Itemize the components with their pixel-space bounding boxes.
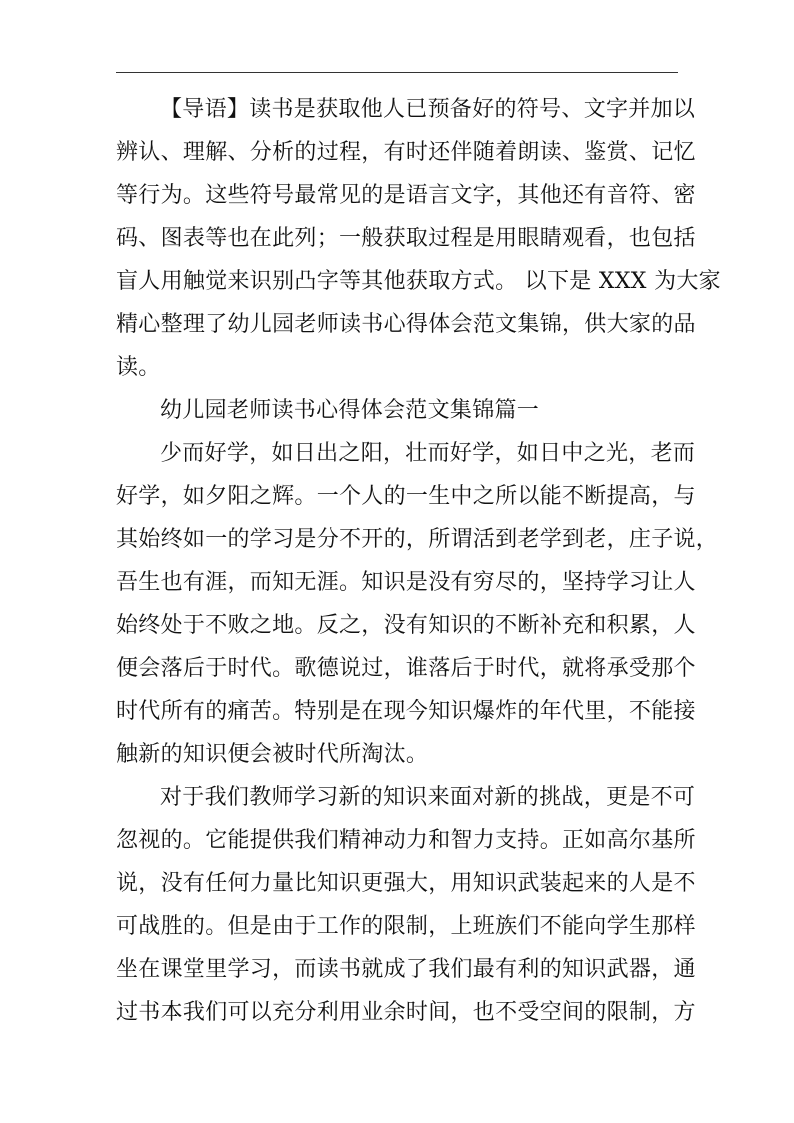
intro-line-3: 等行为。这些符号最常见的是语言文字，其他还有音符、密 — [116, 183, 696, 208]
paragraph-2-line-2: 忽视的。它能提供我们精神动力和智力支持。正如高尔基所 — [116, 828, 696, 853]
paragraph-1-line-2: 好学，如夕阳之辉。一个人的一生中之所以能不断提高，与 — [116, 484, 696, 509]
intro-line-1: 【导语】读书是获取他人已预备好的符号、文字并加以 — [160, 97, 696, 122]
header-rule — [116, 72, 678, 73]
intro-line-7: 读。 — [116, 355, 161, 380]
paragraph-2-line-3: 说，没有任何力量比知识更强大，用知识武装起来的人是不 — [116, 871, 696, 896]
section-title: 幼儿园老师读书心得体会范文集锦篇一 — [160, 398, 540, 423]
intro-line-5: 盲人用触觉来识别凸字等其他获取方式。 以下是 XXX 为大家 — [116, 269, 721, 294]
paragraph-1-line-1: 少而好学，如日出之阳，壮而好学，如日中之光，老而 — [160, 441, 696, 466]
intro-line-2: 辨认、理解、分析的过程，有时还伴随着朗读、鉴赏、记忆 — [116, 140, 696, 165]
paragraph-2-line-4: 可战胜的。但是由于工作的限制，上班族们不能向学生那样 — [116, 914, 696, 939]
paragraph-1-line-4: 吾生也有涯，而知无涯。知识是没有穷尽的，坚持学习让人 — [116, 570, 696, 595]
paragraph-1-line-6: 便会落后于时代。歌德说过，谁落后于时代，就将承受那个 — [116, 656, 696, 681]
paragraph-1-line-3: 其始终如一的学习是分不开的，所谓活到老学到老，庄子说， — [116, 527, 719, 552]
intro-line-4: 码、图表等也在此列；一般获取过程是用眼睛观看，也包括 — [116, 226, 696, 251]
paragraph-2-line-5: 坐在课堂里学习，而读书就成了我们最有利的知识武器，通 — [116, 957, 696, 982]
paragraph-1-line-7: 时代所有的痛苦。特别是在现今知识爆炸的年代里，不能接 — [116, 699, 696, 724]
paragraph-1-line-5: 始终处于不败之地。反之，没有知识的不断补充和积累，人 — [116, 613, 696, 638]
paragraph-2-line-1: 对于我们教师学习新的知识来面对新的挑战，更是不可 — [160, 785, 696, 810]
paragraph-1-line-8: 触新的知识便会被时代所淘汰。 — [116, 742, 429, 767]
paragraph-2-line-6: 过书本我们可以充分利用业余时间，也不受空间的限制，方 — [116, 1000, 696, 1025]
intro-line-6: 精心整理了幼儿园老师读书心得体会范文集锦，供大家的品 — [116, 312, 696, 337]
